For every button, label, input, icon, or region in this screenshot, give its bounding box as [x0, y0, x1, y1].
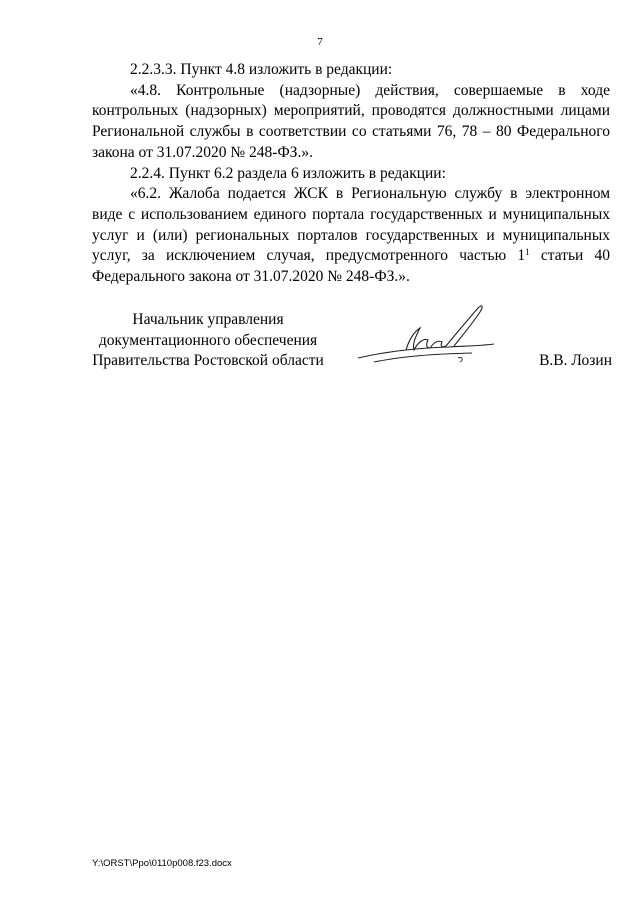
signatory-title-line-3: Правительства Ростовской области: [92, 352, 324, 370]
signatory-title: [92, 310, 324, 372]
superscript: 1: [525, 247, 530, 258]
paragraph-2-2-3-3: 2.2.3.3. Пункт 4.8 изложить в редакции:: [130, 61, 393, 78]
paragraph-6-2-text-b: статьи 40 Федерального закона от 31.07.2020 № 248-ФЗ.».: [92, 247, 610, 286]
paragraph-6-2-text-a: «6.2. Жалоба подается ЖСК в Региональную службу в электронном виде с использованием единого портала государственных и муниципальных услуг и (или) региональных порталов государственных и муниципальных услуг, за исключением случая, предусмотренного частью 1: [92, 185, 610, 265]
paragraph-2-2-4: 2.2.4. Пункт 6.2 раздела 6 изложить в редакции:: [130, 164, 446, 182]
signatory-title-line-1: Начальник управления: [132, 311, 284, 328]
page-number: 7: [317, 36, 323, 48]
file-path-footer: Y:\ORST\Ppo\0110p008.f23.docx: [92, 858, 232, 869]
signature-block: [92, 310, 612, 372]
paragraph-6-2: [92, 184, 610, 288]
handwritten-signature: [354, 300, 504, 372]
signatory-title-line-2: документационного обеспечения: [98, 331, 318, 349]
signatory-name: В.В. Лозин: [539, 352, 612, 370]
paragraph-4-8: «4.8. Контрольные (надзорные) действия, совершаемые в ходе контрольных (надзорных) мероприятий, проводятся должностными лицами Региональной службы в соответствии со статьями 76, 78 – 80 Федерального закона от 31.07.2020 № 248-ФЗ.».: [92, 81, 610, 161]
document-body: [92, 60, 610, 288]
